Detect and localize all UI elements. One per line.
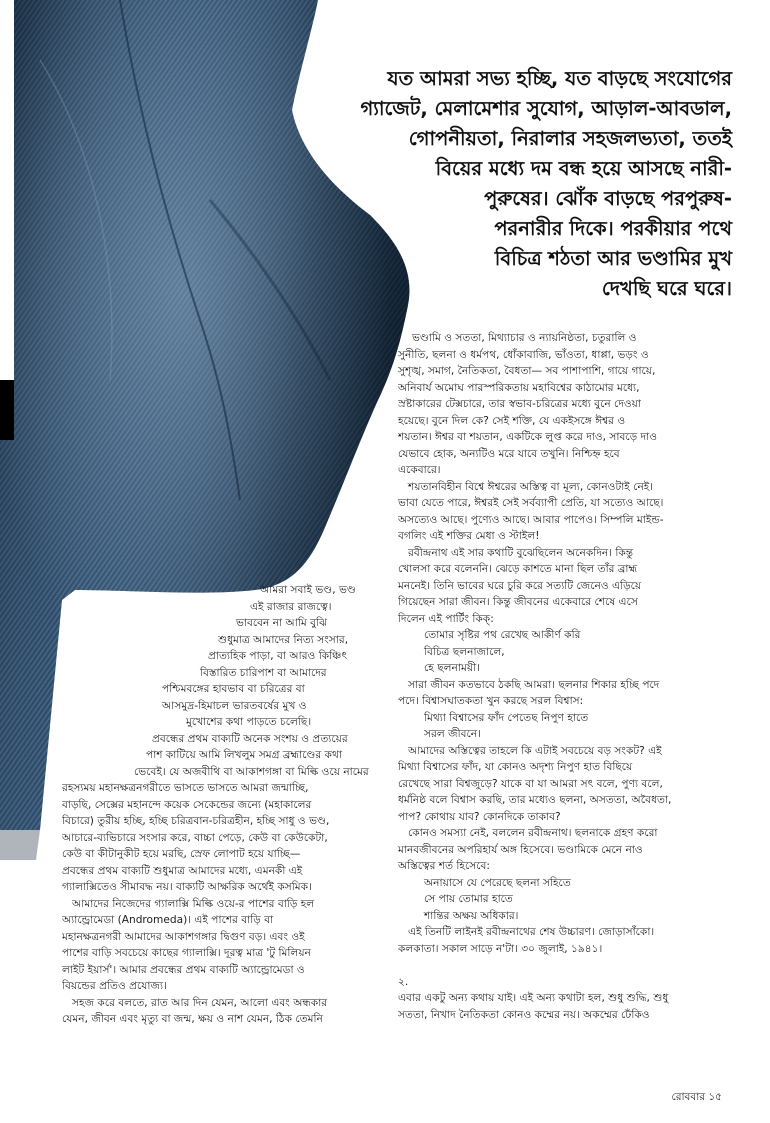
body-line: মানবজীবনের অপরিহার্য অঙ্গ হিসেবে। ভণ্ডামিকে মেনে নাও bbox=[398, 843, 643, 856]
body-line: ভাববেন না আমি বুঝি bbox=[236, 617, 328, 629]
body-line: সুশৃঙ্খ, সমাগ, নৈতিকতা, বৈধতা— সব পাশাপাশি, গায়ে গায়ে, bbox=[398, 365, 656, 377]
pull-quote-line: পরনারীর দিকে। পরকীয়ার পথে bbox=[494, 217, 732, 240]
poem-line: অনায়াসে যে পেরেছে ছলনা সহিতে bbox=[424, 876, 571, 889]
section-number: ২. bbox=[398, 975, 409, 988]
body-line: ধর্মনিষ্ঠ বলে বিশ্বাস করছি, তার মধ্যেও ছলনা, অসততা, অবৈধতা, bbox=[398, 794, 672, 806]
body-line: সহজ করে বলতে, রাত আর দিন যেমন, আলো এবং অন্ধকার bbox=[72, 996, 328, 1009]
body-line: বিস্তারিত চারিপাশ বা আমাদের bbox=[200, 666, 327, 679]
body-line: পাশের বাড়ি সবচেয়ে কাছের গ্যালাক্সি। দূরত্ব মাত্র 'টু মিলিয়ন bbox=[62, 947, 311, 959]
pull-quote-line: বিয়ের মধ্যে দম বন্ধ হয়ে আসছে নারী- bbox=[435, 157, 732, 180]
body-line: রবীন্দ্রনাথ এই সার কথাটি বুঝেছিলেন অনেকদিন। কিন্তু bbox=[408, 546, 634, 559]
body-line: অসত্যেও আছে। পুণ্যেও আছে। আবার পাপেও। সিম্পলি মাইন্ড- bbox=[398, 513, 664, 526]
pull-quote-line: দেখছি ঘরে ঘরে। bbox=[601, 277, 732, 300]
body-line: আচারে-ব্যভিচারে সংসার করে, বাচ্চা পেড়ে, কেউ বা কেউকেটা, bbox=[62, 831, 328, 844]
page-footer: রোববার ১৫ bbox=[671, 1091, 722, 1103]
poem-line: মিথ্যা বিশ্বাসের ফাঁদ পেতেছ নিপুণ হাতে bbox=[424, 711, 589, 724]
poem-line: শান্তির অক্ষয় অধিকার। bbox=[424, 909, 519, 922]
pull-quote-line: গোপনীয়তা, নিরালার সহজলভ্যতা, ততই bbox=[408, 127, 732, 150]
body-line: ভাবা যেতে পারে, ঈশ্বরই সেই সর্বব্যাপী প্রেতি, যা সত্যেও আছে। bbox=[398, 497, 664, 509]
body-line: স্রষ্টাকারের টেক্সচারে, তার স্বভাব-চরিত্রের মধ্যে বুনে দেওয়া bbox=[398, 398, 641, 410]
body-line: বগলিং এই শক্তির মেধা ও স্টাইল! bbox=[398, 530, 540, 542]
body-line: লাইট ইয়ার্স'। আমার প্রবন্ধের প্রথম বাক্যটি অ্যান্ড্রোমেডা ও bbox=[62, 963, 305, 976]
spacer-line bbox=[398, 957, 738, 974]
article-left-column bbox=[62, 582, 392, 1028]
body-line: দিলেন এই পার্টিং কিক্‌: bbox=[398, 612, 494, 625]
body-line: এই রাজার রাজত্বে। bbox=[250, 600, 332, 613]
body-line: এই তিনটি লাইনই রবীন্দ্রনাথের শেষ উচ্চারণ। জোড়াসাঁকো। bbox=[408, 926, 655, 938]
body-line: প্রবন্ধের প্রথম বাক্যটি অনেক সংশয় ও প্রত্যয়ের bbox=[152, 732, 348, 745]
body-line: এবার একটু অন্য কথায় যাই। এই অন্য কথাটা হল, শুধু শুদ্ধি, শুধু bbox=[398, 992, 669, 1004]
body-line: বাড়ছি, সেক্সের মহানন্দে কয়েক সেকেন্ডের জন্যে (মহাকালের bbox=[62, 798, 312, 811]
body-line: যেভাবে হোক, অন্যটিও মরে যাবে তখুনি। নিশ্চিহ্ন হবে bbox=[398, 447, 620, 460]
body-line: সততা, নিখাদ নৈতিকতা কোনও কম্মের নয়। অকম্মের ঢেঁকিও bbox=[398, 1008, 650, 1021]
body-line: ভণ্ডামি ও সততা, মিথ্যাচার ও ন্যায়নিষ্ঠতা, চতুরালি ও bbox=[412, 332, 637, 344]
body-line: রেখেছে সারা বিশ্বজুড়ে? যাকে বা যা আমরা সৎ বলে, পুণ্য বলে, bbox=[398, 777, 663, 790]
body-line: কেউ বা কীটানুকীট হয়ে মরছি, স্রেফ লোপাট হয়ে যাচ্ছি— bbox=[62, 848, 301, 860]
pull-quote bbox=[262, 64, 732, 304]
body-line: প্রবন্ধের প্রথম বাক্যটি শুধুমাত্র আমাদের মধ্যে, এমনকী এই bbox=[62, 864, 303, 877]
body-line: পদে। বিশ্বাসঘাতকতা খুন করছে সরল বিশ্বাস: bbox=[398, 695, 584, 707]
body-line: পশ্চিমবঙ্গের হাবভাব বা চরিত্রের বা bbox=[162, 683, 305, 695]
body-line: গিয়েছেন সারা জীবন। কিন্তু জীবনের একেবারে শেষে এসে bbox=[398, 596, 638, 608]
body-line: অ্যান্ড্রোমেডা (Andromeda)। এই পাশের বাড়ি বা bbox=[62, 914, 274, 926]
poem-line: তোমার সৃষ্টির পথ রেখেছ আকীর্ণ করি bbox=[424, 629, 581, 641]
body-line: শুধুমাত্র আমাদের নিত্য সংসার, bbox=[218, 633, 349, 646]
body-line: আসমুদ্র-হিমাচল ভারতবর্ষের মুখ ও bbox=[162, 699, 307, 712]
body-line: মিথ্যা বিশ্বাসের ফাঁদ, যা কোনও অদৃশ্য নিপুণ হাত বিছিয়ে bbox=[398, 761, 633, 773]
body-line: আমাদের নিজেদের গ্যালাক্সি মিল্কি ওয়ে-র পাশের বাড়ি হল bbox=[72, 897, 315, 910]
poem-line: হে ছলনাময়ী। bbox=[424, 662, 480, 674]
body-line: মননেই। তিনি ভাবের ঘরে চুরি করে সত্যটি জেনেও এড়িয়ে bbox=[398, 579, 642, 592]
article-right-column bbox=[398, 330, 738, 1023]
body-line: কোনও সমস্যা নেই, বললেন রবীন্দ্রনাথ। ছলনাকে গ্রহণ করো bbox=[408, 827, 658, 839]
body-line: আমরা সবাই ভণ্ড, ভণ্ড bbox=[260, 584, 356, 596]
body-line: অনিবার্য অমোঘ পারস্পরিকতায় মহাবিশ্বের কাঠামোর মধ্যে, bbox=[398, 381, 640, 394]
body-line: বিয়ন্ডের প্রতিও প্রযোজ্য। bbox=[62, 980, 167, 992]
body-line: যেমন, জীবন এবং মৃত্যু বা জন্ম, ক্ষয় ও নাশ যেমন, ঠিক তেমনি bbox=[62, 1013, 323, 1025]
body-line: মহানক্ষত্রনগরী আমাদের আকাশগঙ্গার দ্বিগুণ বড়। এবং ওই bbox=[62, 930, 305, 943]
body-line: শয়তানবিহীন বিশ্বে ঈশ্বরের অস্তিত্ব বা মূল্য, কোনওটাই নেই। bbox=[408, 480, 654, 493]
body-line: সারা জীবন কতভাবে ঠকছি আমরা। ছলনার শিকার হচ্ছি পদে bbox=[408, 678, 660, 691]
body-line: অস্তিত্বের শর্ত হিসেবে: bbox=[398, 860, 490, 872]
body-line: পাশ কাটিয়ে আমি লিখলুম সমগ্র ব্রহ্মাণ্ডের কথা bbox=[146, 749, 342, 761]
poem-line: বিচিত্র ছলনাজালে, bbox=[424, 645, 505, 658]
body-line: বিচারে) তুরীয় হচ্ছি, হচ্ছি চরিত্রবান-চরিত্রহীন, হচ্ছি সাধু ও ভণ্ড, bbox=[62, 815, 330, 827]
poem-line: সে পায় তোমার হাতে bbox=[424, 893, 513, 905]
body-line: একেবারে। bbox=[398, 464, 441, 476]
poem-line: সরল জীবনে। bbox=[424, 728, 481, 740]
body-line: গ্যালাক্সিতেও সীমাবদ্ধ নয়। বাক্যটি আক্ষরিক অর্থেই কসমিক। bbox=[62, 881, 312, 893]
body-line: মুখোশের কথা পাড়তে চলেছি। bbox=[186, 716, 312, 728]
pull-quote-line: বিচিত্র শঠতা আর ভণ্ডামির মুখ bbox=[494, 247, 732, 270]
body-line: আমাদের অস্তিত্বের তাহলে কি এটাই সবচেয়ে বড় সংকট? এই bbox=[408, 744, 662, 757]
body-line: খোলসা করে বলেননি। ঝেড়ে কাশতে মানা ছিল তাঁর ব্রাহ্ম bbox=[398, 563, 638, 575]
pull-quote-line: গ্যাজেট, মেলামেশার সুযোগ, আড়াল-আবডাল, bbox=[360, 97, 732, 120]
body-line: হয়েছে। বুনে দিল কে? সেই শক্তি, যে একইসঙ্গে ঈশ্বর ও bbox=[398, 414, 626, 427]
body-line: শয়তান। ঈশ্বর বা শয়তান, একটিকে লুপ্ত করে দাও, সাবড়ে দাও bbox=[398, 431, 657, 443]
body-line: রহস্যময় মহানক্ষত্রনগরীতে ভাসতে ভাসতে আমরা জন্মাচ্ছি, bbox=[62, 782, 309, 794]
body-line: প্রাত্যহিক পাড়া, বা আরও কিঞ্চিৎ bbox=[208, 650, 348, 662]
body-line: কলকাতা। সকাল সাড়ে ন'টা। ৩০ জুলাই, ১৯৪১। bbox=[398, 942, 603, 955]
body-line: সুনীতি, ছলনা ও ধর্মপথ, ধোঁকাবাজি, ভাঁওতা, ধাপ্পা, ভড়ং ও bbox=[398, 348, 649, 361]
pull-quote-line: পুরুষের। ঝোঁক বাড়ছে পরপুরুষ- bbox=[484, 187, 732, 210]
body-line: ভেবেই। যে অজবীথি বা আকাশগঙ্গা বা মিল্কি ওয়ে নামের bbox=[134, 765, 369, 778]
pull-quote-line: যত আমরা সভ্য হচ্ছি, যত বাড়ছে সংযোগের bbox=[387, 67, 732, 90]
body-line: পাপ? কোথায় যাব? কোনদিকে তাকাব? bbox=[398, 810, 561, 823]
